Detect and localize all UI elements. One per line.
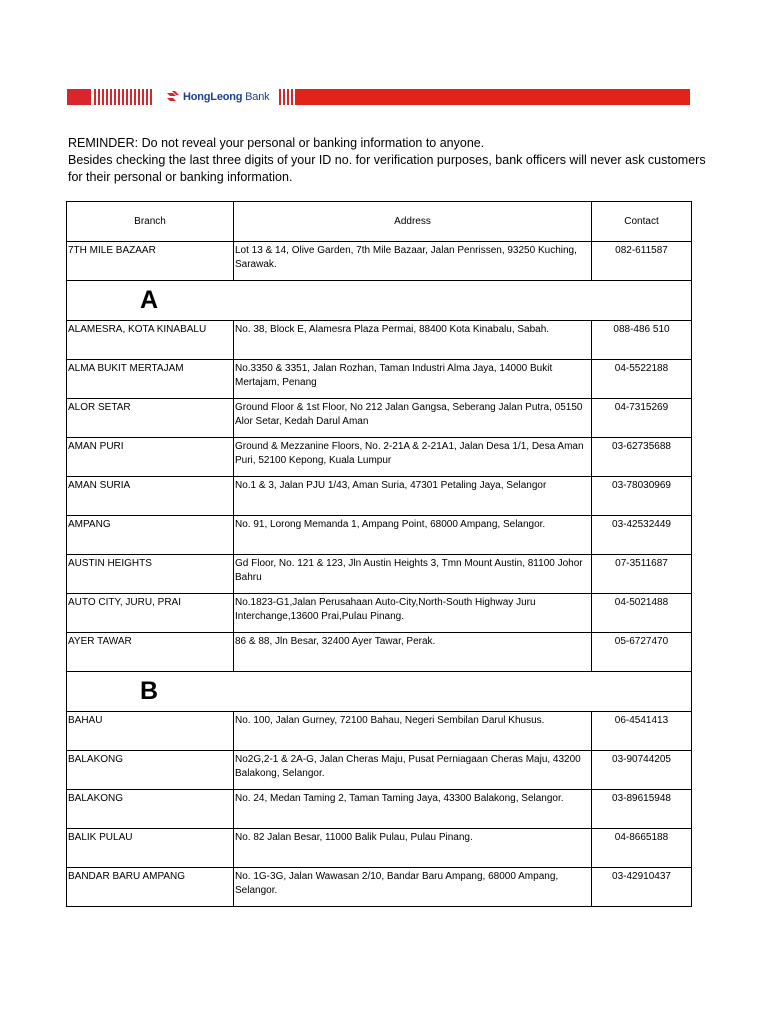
section-letter-cell	[67, 281, 692, 321]
table-row	[67, 399, 692, 438]
branch-address: Ground & Mezzanine Floors, No. 2-21A & 2-21A1, Jalan Desa 1/1, Desa Aman Puri, 52100 Kepong, Kuala Lumpur	[234, 438, 592, 477]
branch-name: AYER TAWAR	[67, 633, 234, 672]
table-header-row	[67, 202, 692, 242]
branch-address: Gd Floor, No. 121 & 123, Jln Austin Heights 3, Tmn Mount Austin, 81100 Johor Bahru	[234, 555, 592, 594]
header-contact: Contact	[592, 202, 692, 242]
hong-leong-logo-icon	[166, 91, 180, 103]
header-address: Address	[234, 202, 592, 242]
branch-contact: 07-3511687	[592, 555, 692, 594]
reminder-text-1: Do not reveal your personal or banking information to anyone.	[138, 136, 485, 150]
logo-brand: HongLeong	[183, 91, 243, 103]
branch-contact: 082-611587	[592, 242, 692, 281]
branch-address: Ground Floor & 1st Floor, No 212 Jalan Gangsa, Seberang Jalan Putra, 05150 Alor Setar, Kedah Darul Aman	[234, 399, 592, 438]
branch-contact: 06-4541413	[592, 712, 692, 751]
branch-address: No2G,2-1 & 2A-G, Jalan Cheras Maju, Pusat Perniagaan Cheras Maju, 43200 Balakong, Selangor.	[234, 751, 592, 790]
branch-name: ALMA BUKIT MERTAJAM	[67, 360, 234, 399]
branch-contact: 03-42532449	[592, 516, 692, 555]
table-row	[67, 751, 692, 790]
table-row	[67, 555, 692, 594]
branch-name: BALIK PULAU	[67, 829, 234, 868]
branch-address: No.1 & 3, Jalan PJU 1/43, Aman Suria, 47301 Petaling Jaya, Selangor	[234, 477, 592, 516]
table-row	[67, 438, 692, 477]
branch-contact: 04-5522188	[592, 360, 692, 399]
branch-name: AMAN SURIA	[67, 477, 234, 516]
branch-name: AUTO CITY, JURU, PRAI	[67, 594, 234, 633]
table-row	[67, 829, 692, 868]
branch-name: AMAN PURI	[67, 438, 234, 477]
branch-table	[66, 201, 692, 907]
table-row	[67, 477, 692, 516]
section-letter: A	[140, 286, 159, 314]
header-stripes-right	[279, 89, 293, 105]
branch-contact: 088-486 510	[592, 321, 692, 360]
table-row	[67, 516, 692, 555]
branch-contact: 03-62735688	[592, 438, 692, 477]
branch-contact: 03-89615948	[592, 790, 692, 829]
section-letter-row	[67, 281, 692, 321]
branch-contact: 03-90744205	[592, 751, 692, 790]
section-letter-cell	[67, 672, 692, 712]
branch-name: BAHAU	[67, 712, 234, 751]
branch-address: No. 1G-3G, Jalan Wawasan 2/10, Bandar Baru Ampang, 68000 Ampang, Selangor.	[234, 868, 592, 907]
branch-address: Lot 13 & 14, Olive Garden, 7th Mile Bazaar, Jalan Penrissen, 93250 Kuching, Sarawak.	[234, 242, 592, 281]
logo-suffix: Bank	[245, 91, 270, 103]
reminder-label: REMINDER:	[68, 136, 139, 150]
table-row	[67, 360, 692, 399]
branch-contact: 03-42910437	[592, 868, 692, 907]
branch-contact: 03-78030969	[592, 477, 692, 516]
branch-address: No. 38, Block E, Alamesra Plaza Permai, 88400 Kota Kinabalu, Sabah.	[234, 321, 592, 360]
logo-text	[183, 91, 269, 103]
table-row	[67, 242, 692, 281]
branch-name: AUSTIN HEIGHTS	[67, 555, 234, 594]
branch-name: BALAKONG	[67, 751, 234, 790]
section-letter-row	[67, 672, 692, 712]
reminder-notice	[68, 135, 708, 186]
branch-contact: 04-5021488	[592, 594, 692, 633]
table-row	[67, 321, 692, 360]
branch-name: BANDAR BARU AMPANG	[67, 868, 234, 907]
section-letter: B	[140, 677, 159, 705]
bank-logo	[163, 89, 272, 105]
header-stripes-left	[94, 89, 154, 105]
header-bar	[67, 89, 690, 105]
header-branch: Branch	[67, 202, 234, 242]
branch-address: No.1823-G1,Jalan Perusahaan Auto-City,North-South Highway Juru Interchange,13600 Prai,Pulau Pinang.	[234, 594, 592, 633]
branch-contact: 05-6727470	[592, 633, 692, 672]
table-row	[67, 633, 692, 672]
branch-address: 86 & 88, Jln Besar, 32400 Ayer Tawar, Perak.	[234, 633, 592, 672]
branch-name: AMPANG	[67, 516, 234, 555]
header-bar-left-segment	[67, 89, 91, 105]
branch-address: No. 24, Medan Taming 2, Taman Taming Jaya, 43300 Balakong, Selangor.	[234, 790, 592, 829]
table-row	[67, 594, 692, 633]
table-row	[67, 868, 692, 907]
branch-name: 7TH MILE BAZAAR	[67, 242, 234, 281]
branch-name: BALAKONG	[67, 790, 234, 829]
table-row	[67, 712, 692, 751]
reminder-line-1	[68, 135, 708, 152]
branch-address: No. 91, Lorong Memanda 1, Ampang Point, 68000 Ampang, Selangor.	[234, 516, 592, 555]
header-bar-right-segment	[295, 89, 690, 105]
branch-address: No. 100, Jalan Gurney, 72100 Bahau, Negeri Sembilan Darul Khusus.	[234, 712, 592, 751]
branch-address: No.3350 & 3351, Jalan Rozhan, Taman Industri Alma Jaya, 14000 Bukit Mertajam, Penang	[234, 360, 592, 399]
branch-name: ALOR SETAR	[67, 399, 234, 438]
branch-address: No. 82 Jalan Besar, 11000 Balik Pulau, Pulau Pinang.	[234, 829, 592, 868]
branch-contact: 04-7315269	[592, 399, 692, 438]
table-row	[67, 790, 692, 829]
branch-contact: 04-8665188	[592, 829, 692, 868]
reminder-line-2: Besides checking the last three digits of your ID no. for verification purposes, bank officers will never ask customers for their personal or banking information.	[68, 153, 706, 184]
branch-name: ALAMESRA, KOTA KINABALU	[67, 321, 234, 360]
